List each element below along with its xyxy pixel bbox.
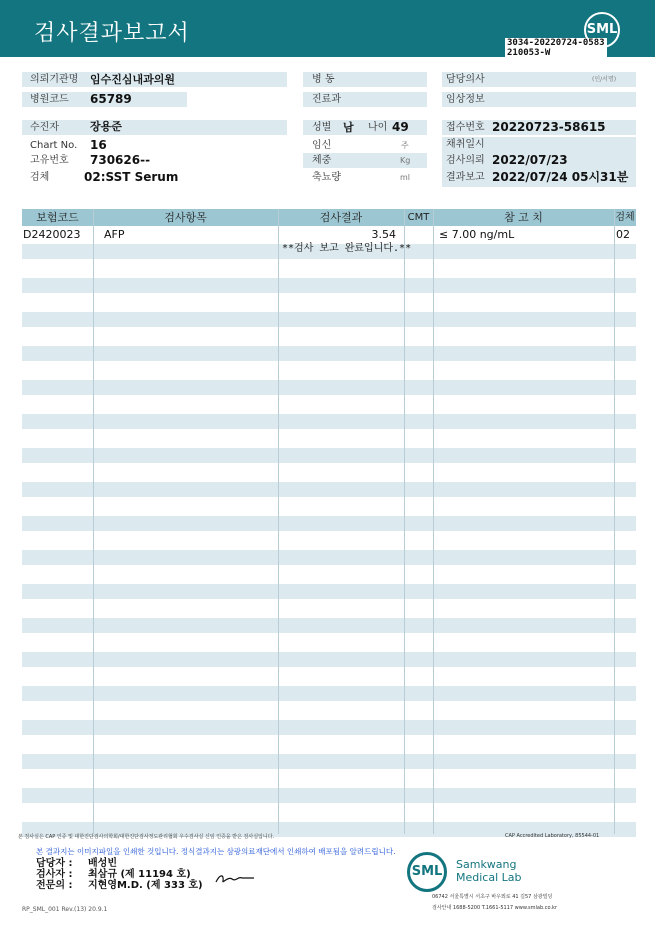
hospital-value: 임수진심내과의원 [90,73,176,86]
examiner-value: 최삼규 (제 11194 호) [88,869,191,880]
row-insurance-code: D2420023 [23,228,81,241]
table-row-stripe [22,754,636,769]
pregnancy-label: 임신 [312,140,332,151]
table-row-stripe [22,788,636,803]
print-notice: 본 결과지는 이미지파일을 인쇄한 것입니다. 정식결과지는 삼광의료재단에서 인쇄하여 배포됨을 알려드립니다. [36,847,396,856]
row-test-result: 3.54 [371,228,396,241]
request-label: 검사의뢰 [446,155,485,166]
doctor-label: 담당의사 [446,74,485,85]
receipt-label: 접수번호 [446,122,485,133]
cap-note: 본 검사실은 CAP 인증 및 대한진단검사의학회/대한진단검사정도관리협회 우수검사실 신임 인증을 받은 검사실입니다. [18,834,275,840]
table-row-stripe [22,720,636,735]
patient-bar [22,120,287,135]
manager-label: 담당자 : [36,858,73,869]
revision-code: RP_SML_001 Rev.(13) 20.9.1 [22,906,108,913]
lab-phone: 검사안내 1688-5200 T.1661-5117 www.smlab.co.kr [432,905,557,911]
col-test-item: 검사항목 [164,211,207,224]
table-row-stripe [22,482,636,497]
report-value: 2022/07/24 05시31분 [492,170,629,184]
id-value: 730626-- [90,153,151,167]
lab-name: Samkwang Medical Lab [456,858,522,884]
request-value: 2022/07/23 [492,153,568,167]
column-divider [404,209,405,834]
collect-label: 채취일시 [446,139,485,150]
clinical-label: 임상정보 [446,94,485,105]
specimen-label: 검체 [30,172,50,183]
specimen-value: 02:SST Serum [84,170,179,184]
id-label: 고유번호 [30,155,69,166]
table-row-stripe [22,652,636,667]
table-row-stripe [22,380,636,395]
chart-label: Chart No. [30,140,78,151]
table-row-stripe [22,584,636,599]
report-label: 결과보고 [446,172,485,183]
col-reference: 참 고 치 [504,211,543,224]
row-test-item: AFP [104,228,125,241]
col-test-result: 검사결과 [319,211,363,224]
table-row-stripe [22,516,636,531]
sml-logo: SML [584,12,620,48]
table-row-stripe [22,448,636,463]
age-label: 나이 [368,122,388,133]
signature-image [214,870,258,886]
table-row-stripe [22,618,636,633]
column-divider [93,209,94,834]
specialist-label: 전문의 : [36,880,73,891]
column-divider [614,209,615,834]
pregnancy-unit: 주 [401,141,409,150]
document-number: 3034-20220724-0583 210053-W [507,38,605,58]
table-row-stripe [22,278,636,293]
sex-label: 성별 [312,122,332,133]
row-reference: ≤ 7.00 ng/mL [439,228,515,241]
receipt-value: 20220723-58615 [492,120,606,134]
table-row-stripe [22,550,636,565]
samkwang-logo: SML [407,852,447,892]
patient-label: 수진자 [30,122,59,133]
table-row-stripe [22,346,636,361]
sex-value: 남 [343,121,354,134]
hospital-code-value: 65789 [90,92,132,106]
cap-accreditation: CAP Accredited Laboratory, 85544-01 [505,833,600,839]
column-divider [433,209,434,834]
age-value: 49 [392,120,409,134]
col-specimen: 검체 [615,212,635,223]
specialist-value: 지현영M.D. (제 333 호) [88,880,203,891]
ward-label: 병 동 [312,74,335,85]
doctor-seal: (인/서명) [592,76,617,83]
weight-label: 체중 [312,155,332,166]
table-row-stripe [22,312,636,327]
column-divider [278,209,279,834]
table-row-stripe [22,686,636,701]
urine-unit: ml [400,173,411,182]
hospital-label: 의뢰기관명 [30,74,79,85]
hospital-code-label: 병원코드 [30,94,69,105]
dept-label: 진료과 [312,94,341,105]
urine-label: 축뇨량 [312,172,341,183]
table-row-stripe [22,414,636,429]
manager-value: 배성빈 [88,858,117,869]
report-complete-note: **검사 보고 완료입니다.** [282,243,412,254]
examiner-label: 검사자 : [36,869,73,880]
patient-value: 장용준 [90,120,122,133]
chart-value: 16 [90,138,107,152]
row-specimen: 02 [616,228,630,241]
weight-unit: Kg [400,156,411,165]
col-cmt: CMT [407,212,430,223]
lab-address: 06742 서울특별시 서초구 바우뫼로 41 길57 삼광빌딩 [432,894,553,900]
col-insurance-code: 보험코드 [36,211,79,224]
report-title: 검사결과보고서 [34,21,190,46]
